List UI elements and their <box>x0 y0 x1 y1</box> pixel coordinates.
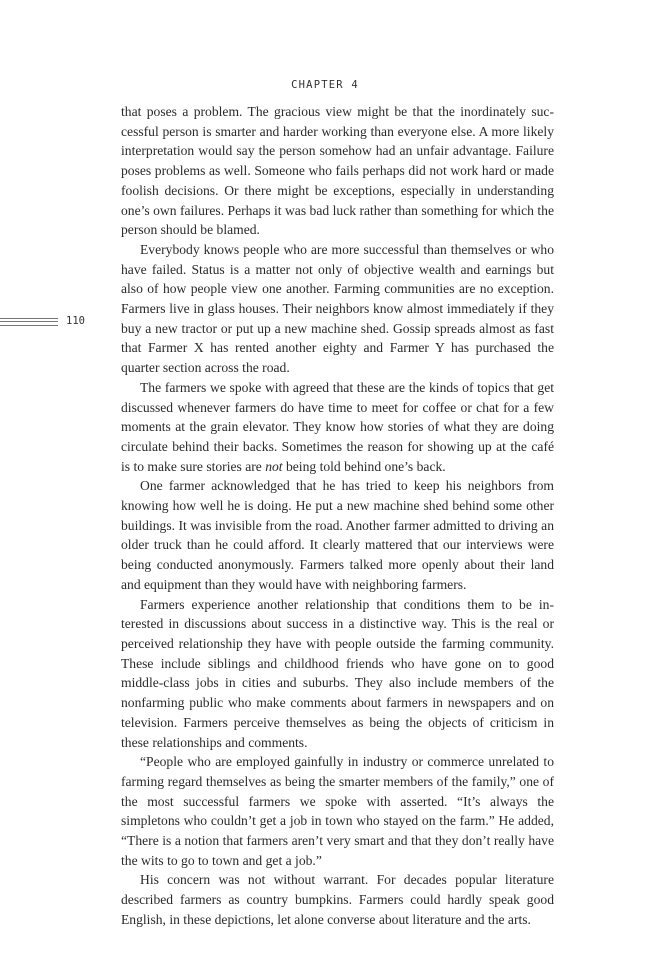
body-text <box>121 102 554 930</box>
folio-rule <box>0 318 58 326</box>
paragraph-text: The farmers we spoke with agreed that these are the kinds of topics that get discussed whenever farmers do have time to meet for coffee or chat for a few moments at the grain elevator. They know how stories of what they are doing circulate behind their backs. Sometimes the reason for showing up at the café is to make sure stories are <box>121 379 554 474</box>
paragraph-text: being told behind one’s back. <box>282 458 446 474</box>
paragraph: His concern was not without warrant. For decades popular literature described farmers as country bumpkins. Farmers could hardly speak good English, in these depictions, let alone converse about literature and the arts. <box>121 872 554 927</box>
running-head: CHAPTER 4 <box>291 79 359 91</box>
paragraph <box>121 378 554 477</box>
emphasis-text: not <box>265 458 283 474</box>
page-number: 110 <box>66 315 85 327</box>
paragraph: “People who are employed gainfully in industry or commerce unrelated to farming regard themselves as being the smarter members of the family,” one of the most successful farmers we spoke with asserted. “It’s always the simpletons who couldn’t get a job in town who stayed on the farm.” He added, “There is a notion that farmers aren’t very smart and that they don’t really have the wits to go to town and get a job.” <box>121 754 554 868</box>
paragraph: Farmers experience another relationship that conditions them to be interested in discussions about success in a distinctive way. This is the real or perceived relationship they have with people outside the farming community. These include siblings and childhood friends who have gone on to good middle-class jobs in cities and suburbs. They also include members of the nonfarming public who make comments about farmers in newspapers and on television. Farmers perceive themselves as being the objects of criticism in these relationships and comments. <box>121 596 554 750</box>
paragraph: One farmer acknowledged that he has tried to keep his neighbors from knowing how well he is doing. He put a new machine shed behind some other buildings. It was invisible from the road. Another farmer admitted to driving an older truck than he could afford. It clearly mattered that our interviews were being conducted anonymously. Farmers talked more openly about their land and equipment than they would have with neighboring farmers. <box>121 478 554 592</box>
paragraph: Everybody knows people who are more successful than themselves or who have failed. Status is a matter not only of objective wealth and earnings but also of how people view one another. Farming communities are no exception. Farmers live in glass houses. Their neighbors know almost immediately if they buy a new tractor or put up a new machine shed. Gossip spreads almost as fast that Farmer X has rented another eighty and Farmer Y has purchased the quarter section across the road. <box>121 241 554 376</box>
paragraph: that poses a problem. The gracious view might be that the inordinately successful person is smarter and harder working than everyone else. A more likely interpretation would say the person somehow had an unfair advantage. Failure poses problems as well. Someone who fails perhaps did not work hard or made foolish decisions. Or there might be exceptions, especially in understanding one’s own failures. Perhaps it was bad luck rather than something for which the person should be blamed. <box>121 104 554 238</box>
